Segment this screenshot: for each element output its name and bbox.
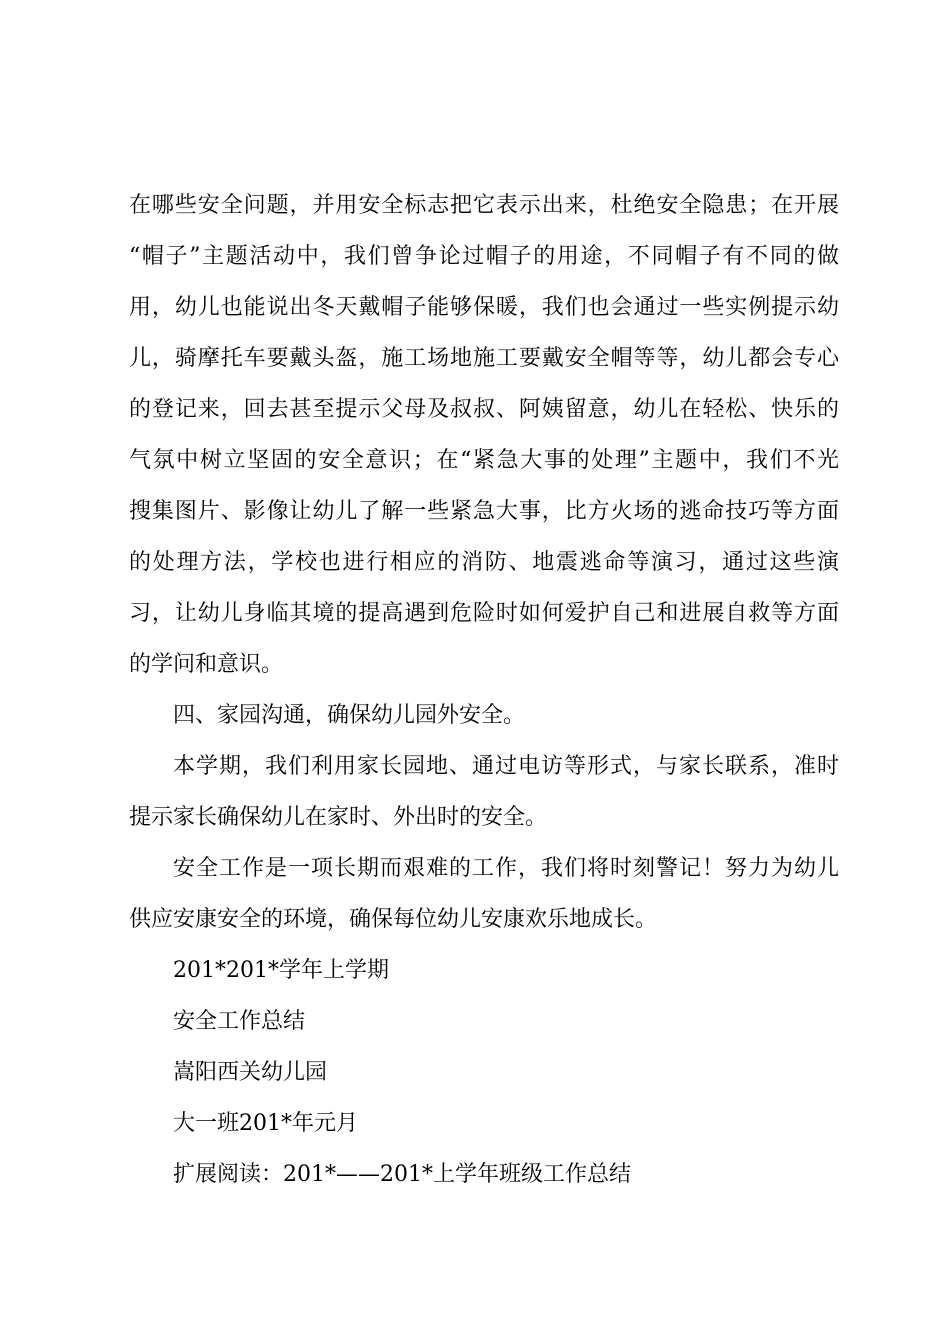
paragraph-line: 气氛中树立坚固的安全意识；在“紧急大事的处理”主题中，我们不光 (129, 448, 839, 473)
paragraph-line: “帽子”主题活动中，我们曾争论过帽子的用途，不同帽子有不同的做 (129, 244, 839, 269)
paragraph-line: 用，幼儿也能说出冬天戴帽子能够保暖，我们也会通过一些实例提示幼 (129, 295, 839, 320)
section-heading: 四、家园沟通，确保幼儿园外安全。 (173, 703, 526, 728)
paragraph-line: 儿，骑摩托车要戴头盔，施工场地施工要戴安全帽等等，幼儿都会专心 (129, 346, 839, 371)
paragraph-line: 习，让幼儿身临其境的提高遇到危险时如何爱护自己和进展自救等方面 (129, 601, 839, 626)
document-body (129, 184, 839, 1204)
signature-line: 安全工作总结 (173, 1009, 306, 1034)
signature-line: 201*201*学年上学期 (173, 958, 389, 983)
paragraph-line: 供应安康安全的环境，确保每位幼儿安康欢乐地成长。 (129, 907, 658, 932)
paragraph-line: 的处理方法，学校也进行相应的消防、地震逃命等演习，通过这些演 (129, 550, 839, 575)
signature-line: 嵩阳西关幼儿园 (173, 1060, 328, 1085)
paragraph-line: 的学问和意识。 (129, 652, 284, 677)
paragraph-line: 搜集图片、影像让幼儿了解一些紧急大事，比方火场的逃命技巧等方面 (129, 499, 839, 524)
signature-line: 大一班201*年元月 (173, 1111, 358, 1136)
paragraph-line: 本学期，我们利用家长园地、通过电访等形式，与家长联系，准时 (173, 754, 839, 779)
extended-reading-line: 扩展阅读：201*——201*上学年班级工作总结 (173, 1162, 631, 1187)
paragraph-line: 提示家长确保幼儿在家时、外出时的安全。 (129, 805, 548, 830)
paragraph-line: 在哪些安全问题，并用安全标志把它表示出来，杜绝安全隐患；在开展 (129, 193, 839, 218)
paragraph-line: 安全工作是一项长期而艰难的工作，我们将时刻警记！努力为幼儿 (173, 856, 839, 881)
paragraph-line: 的登记来，回去甚至提示父母及叔叔、阿姨留意，幼儿在轻松、快乐的 (129, 397, 839, 422)
